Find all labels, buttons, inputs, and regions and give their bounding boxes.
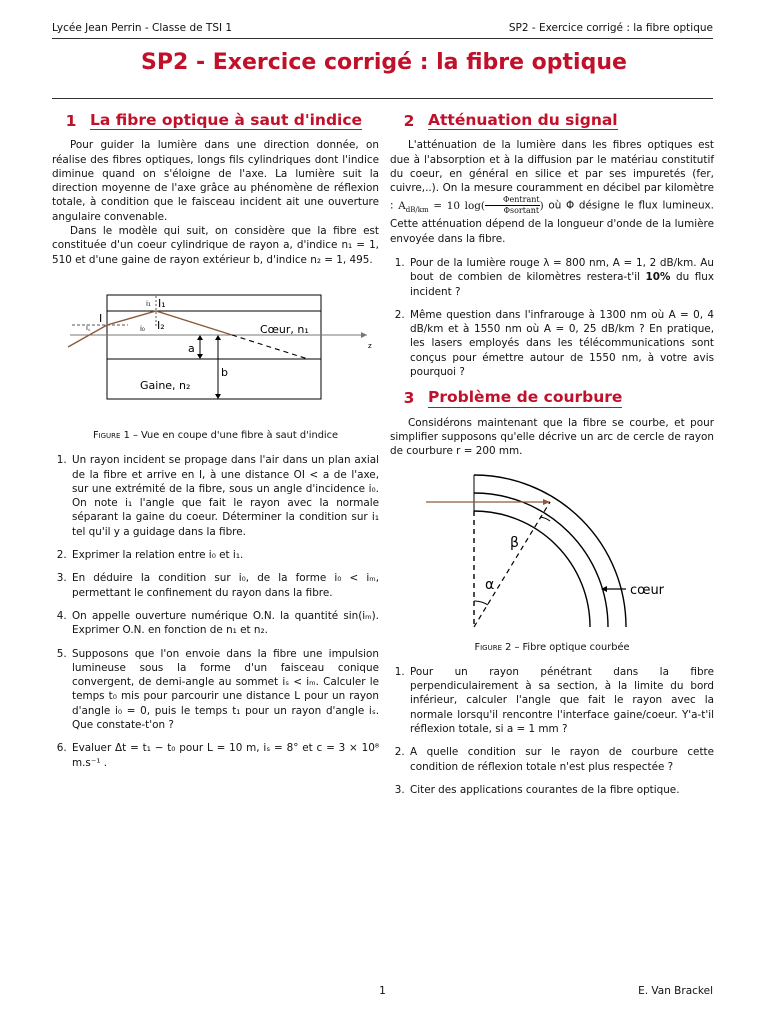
section2-title: Atténuation du signal: [428, 111, 618, 129]
label-gaine: Gaine, n₂: [140, 378, 191, 392]
figure1-caption: [52, 429, 379, 443]
section3-intro: Considérons maintenant que la fibre se courbe, et pour simplifier supposons qu'elle décrive un arc de cercle de rayon de courbure r = 200 mm.: [390, 416, 714, 458]
label-beta: β: [510, 534, 519, 551]
section2-intro: [390, 138, 714, 246]
header-left: Lycée Jean Perrin - Classe de TSI 1: [52, 22, 233, 34]
header-right: SP2 - Exercice corrigé : la fibre optique: [508, 22, 713, 34]
label-z: z: [368, 341, 372, 350]
s2-q1-text-a: Pour de la lumière rouge λ = 800 nm, A = 1, 2 dB/km. Au bout de combien de kilomètres restera-t'il: [410, 256, 714, 284]
page-number: 1: [379, 985, 386, 997]
label-alpha: α: [485, 576, 495, 593]
label-I1: I₁: [158, 296, 166, 310]
formula-close: ): [539, 199, 544, 212]
alpha-arc: [474, 601, 488, 605]
s1-question-4: 4. On appelle ouverture numérique O.N. la quantité sin(iₘ). Exprimer O.N. en fonction de n₁ et n₂.: [70, 609, 379, 638]
label-I2: I₂: [157, 318, 165, 332]
arrow-z: [361, 332, 367, 338]
right-column: [390, 112, 714, 806]
section3-title: Problème de courbure: [428, 388, 623, 407]
s1-question-3: 3. En déduire la condition sur i₀, de la forme i₀ < iₘ, permettant le confinement du rayon dans la fibre.: [70, 571, 379, 600]
section1-questions: [52, 453, 379, 770]
label-ic: i꜀: [86, 323, 91, 332]
figure1-caption-label: Figure 1: [92, 429, 130, 441]
section2-number: 2: [403, 112, 415, 130]
incident-ray-arrow: [543, 499, 550, 505]
label-coeur-fig2: cœur: [630, 582, 665, 598]
left-column: [52, 112, 379, 779]
figure1-caption-text: – Vue en coupe d'une fibre à saut d'indice: [129, 429, 339, 441]
formula-den: Φsortant: [503, 206, 540, 216]
author: E. Van Brackel: [638, 985, 713, 997]
s1-question-1: 1. Un rayon incident se propage dans l'air dans un plan axial de la fibre et arrive en I, à une distance OI < a de l'axe, sur une extrémité de la fibre, sous un angle d'incidence i₀. On note i₁ l'angle que fait le rayon avec la normale séparant la gaine du coeur. Déterminer la condition sur i₁ tel qu'il y a guidage dans la fibre.: [70, 453, 379, 539]
section2-intro-a: L'atténuation de la lumière dans les fibres optiques est due à l'absorption et à la diffusion par le matériau constitutif du coeur, en général en silice et par ses impuretés (fer, cuivre,..). On la mesure couramment en décibel par kilomètre :: [390, 139, 714, 212]
s3-question-3: 3. Citer des applications courantes de la fibre optique.: [408, 783, 714, 797]
formula-num: Φentrant: [485, 195, 540, 206]
s2-q1-bold: 10%: [645, 271, 671, 284]
formula-fraction: [485, 195, 540, 216]
figure2-caption-text: – Fibre optique courbée: [511, 641, 630, 653]
s1-question-5: 5. Supposons que l'on envoie dans la fibre une impulsion lumineuse sous la forme d'un faisceau conique convergent, de demi-angle au sommet iₛ < iₘ. Calculer le temps t₀ mis pour parcourir une distance L pour un rayon d'angle i₀ = 0, puis le temps t₁ pour un rayon d'angle iₛ. Que constate-t'on ?: [70, 647, 379, 733]
formula-lhs: A: [398, 199, 406, 212]
attenuation-formula: [398, 195, 544, 216]
section1-title: La fibre optique à saut d'indice: [90, 111, 363, 129]
s2-q1-text-b: du flux incident ?: [410, 271, 714, 298]
light-ray-dashed: [232, 335, 308, 359]
formula-sub: dB/km: [405, 206, 429, 215]
s2-question-1: [408, 256, 714, 299]
light-ray: [68, 311, 232, 347]
figure2-curved-fiber: [390, 465, 714, 637]
s3-question-1: 1. Pour un rayon pénétrant dans la fibre perpendiculairement à sa section, à la limite du bord inférieur, calculer l'angle que fait le rayon avec la normale lorsqu'il rencontre l'interface gaine/coeur. Y'a-t'il réflexion totale, si a = 1 mm ?: [408, 665, 714, 736]
label-I: I: [99, 311, 103, 325]
figure1-fiber-diagram: [52, 275, 379, 423]
page-header: [52, 22, 713, 34]
s3-question-2: 2. A quelle condition sur le rayon de courbure cette condition de réflexion totale n'est plus respectée ?: [408, 745, 714, 774]
s1-question-2: 2. Exprimer la relation entre i₀ et i₁.: [70, 548, 379, 562]
header-rule: [52, 38, 713, 39]
normal-dashed-fig2: [474, 502, 550, 627]
s2-question-2: 2. Même question dans l'infrarouge à 1300 nm où A = 0, 4 dB/km et à 1550 nm où A = 0, 25 dB/km ? En pratique, les lasers employés dans les télécommunications sont conçus pour émettre autour de 1550 nm, à votre avis pourquoi ?: [408, 308, 714, 379]
label-a: a: [188, 341, 195, 355]
label-i1: i₁: [146, 299, 151, 308]
section3-questions: [390, 665, 714, 797]
s1-question-6: 6. Evaluer Δt = t₁ − t₀ pour L = 10 m, iₛ = 8° et c = 3 × 10⁸ m.s⁻¹ .: [70, 741, 379, 770]
section1-heading: [52, 112, 379, 130]
label-i0: i₀: [140, 324, 145, 333]
label-coeur: Cœur, n₁: [260, 322, 309, 336]
formula-eq: = 10 log(: [428, 199, 485, 212]
section2-questions: [390, 256, 714, 379]
section1-number: 1: [65, 112, 77, 130]
section1-intro1: Pour guider la lumière dans une direction donnée, on réalise des fibres optiques, longs fils cylindriques dont l'indice diminue quand on s'éloigne de l'axe. La lumière suit la direction moyenne de l'axe grâce au phénomène de réflexion totale, à condition que le faisceau incident ait une ouverture angulaire convenable.: [52, 139, 379, 223]
beta-arc: [540, 517, 550, 521]
title-rule: [52, 98, 713, 99]
page-title: SP2 - Exercice corrigé : la fibre optique: [141, 50, 627, 75]
section2-heading: [390, 112, 714, 130]
section3-heading: [390, 389, 714, 407]
section2-intro-b: où Φ désigne le flux lumineux. Cette atténuation dépend de la longueur d'onde de la lumière envoyée dans la fibre.: [390, 199, 714, 245]
figure2-caption: [390, 641, 714, 655]
figure2-caption-label: Figure 2: [474, 641, 512, 653]
section1-intro2: Dans le modèle qui suit, on considère que la fibre est constituée d'un coeur cylindrique de rayon a, d'indice n₁ = 1, 510 et d'une gaine de rayon extérieur b, d'indice n₂ = 1, 495.: [52, 225, 379, 266]
outer-arc: [474, 475, 626, 627]
label-b: b: [221, 365, 228, 379]
inner-arc: [474, 511, 590, 627]
section3-number: 3: [403, 389, 415, 408]
